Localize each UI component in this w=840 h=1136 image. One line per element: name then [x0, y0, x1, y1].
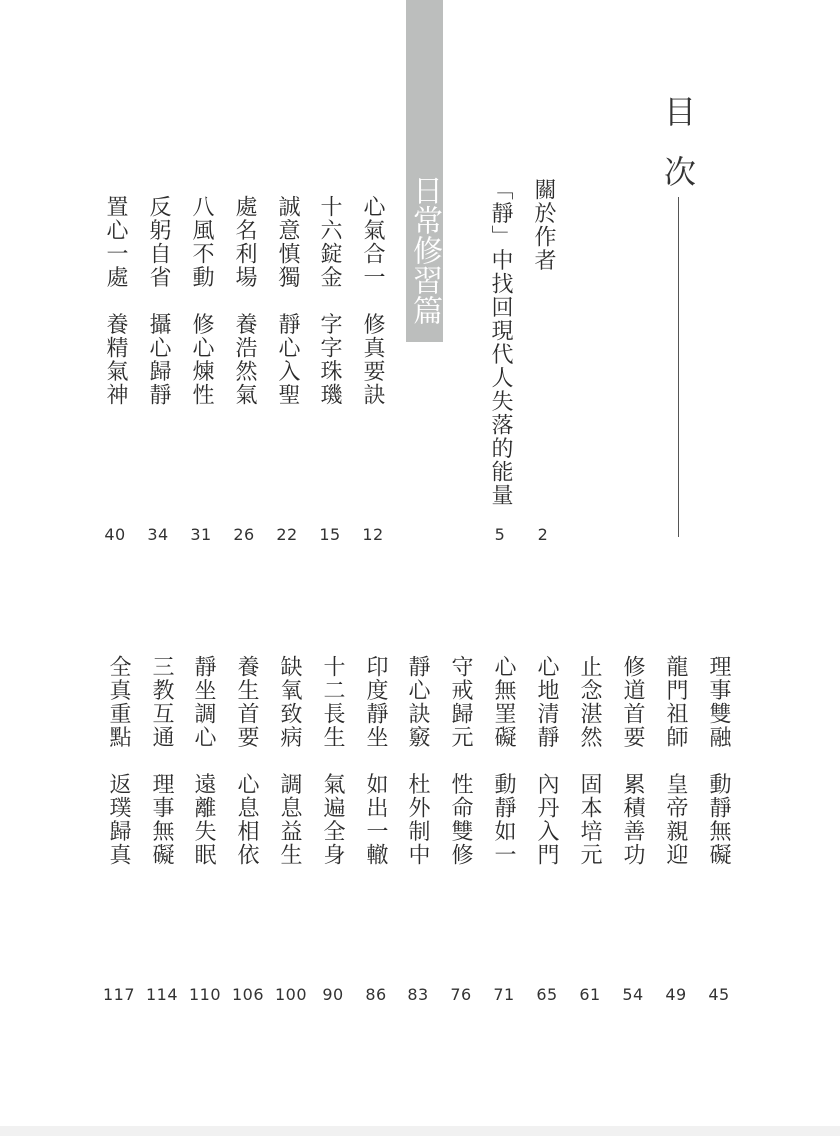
toc-entry-page: 26 — [233, 525, 255, 544]
page-bottom-edge — [0, 1126, 840, 1136]
toc-entry-title[interactable]: 心氣合一 修真要訣 — [360, 195, 385, 407]
heading-rule — [678, 197, 679, 537]
toc-entry-page: 117 — [102, 985, 136, 1004]
toc-entry-page: 22 — [276, 525, 298, 544]
toc-entry-title[interactable]: 置心一處 養精氣神 — [103, 195, 128, 407]
section-title: 日常修習篇 — [407, 175, 442, 325]
front-matter-page: 2 — [537, 525, 549, 544]
toc-entry-title[interactable]: 心無罣礙 動靜如一 — [491, 655, 516, 867]
toc-entry-title[interactable]: 反躬自省 攝心歸靜 — [146, 195, 171, 407]
toc-entry-title[interactable]: 印度靜坐 如出一轍 — [363, 655, 388, 867]
toc-entry-page: 76 — [450, 985, 472, 1004]
toc-entry-title[interactable]: 十六錠金 字字珠璣 — [317, 195, 342, 407]
toc-entry-title[interactable]: 養生首要 心息相依 — [234, 655, 259, 867]
toc-entry-page: 100 — [274, 985, 308, 1004]
toc-entry-page: 34 — [147, 525, 169, 544]
toc-entry-page: 12 — [362, 525, 384, 544]
toc-entry-title[interactable]: 全真重點 返璞歸真 — [106, 655, 131, 867]
toc-entry-title[interactable]: 心地清靜 內丹入門 — [534, 655, 559, 867]
toc-entry-title[interactable]: 處名利場 養浩然氣 — [232, 195, 257, 407]
front-matter-title[interactable]: 關於作者 — [531, 178, 556, 272]
toc-entry-title[interactable]: 十二長生 氣遍全身 — [320, 655, 345, 867]
heading-char-1: 目 — [663, 93, 696, 131]
toc-entry-title[interactable]: 靜心訣竅 杜外制中 — [405, 655, 430, 867]
toc-entry-title[interactable]: 理事雙融 動靜無礙 — [706, 655, 731, 867]
toc-entry-title[interactable]: 守戒歸元 性命雙修 — [448, 655, 473, 867]
toc-entry-page: 31 — [190, 525, 212, 544]
front-matter-page: 5 — [494, 525, 506, 544]
heading-char-2: 次 — [663, 153, 696, 191]
toc-entry-title[interactable]: 修道首要 累積善功 — [620, 655, 645, 867]
toc-entry-title[interactable]: 三教互通 理事無礙 — [149, 655, 174, 867]
toc-entry-page: 86 — [365, 985, 387, 1004]
toc-entry-page: 40 — [104, 525, 126, 544]
toc-entry-title[interactable]: 缺氧致病 調息益生 — [277, 655, 302, 867]
toc-entry-title[interactable]: 止念湛然 固本培元 — [577, 655, 602, 867]
section-banner — [406, 0, 443, 342]
toc-entry-page: 110 — [188, 985, 222, 1004]
toc-entry-title[interactable]: 靜坐調心 遠離失眠 — [191, 655, 216, 867]
toc-entry-page: 65 — [536, 985, 558, 1004]
toc-entry-page: 83 — [407, 985, 429, 1004]
toc-heading — [660, 93, 700, 191]
toc-entry-page: 61 — [579, 985, 601, 1004]
toc-entry-page: 106 — [231, 985, 265, 1004]
toc-entry-page: 45 — [708, 985, 730, 1004]
toc-entry-page: 54 — [622, 985, 644, 1004]
toc-entry-title[interactable]: 八風不動 修心煉性 — [189, 195, 214, 407]
toc-entry-page: 15 — [319, 525, 341, 544]
toc-entry-page: 49 — [665, 985, 687, 1004]
toc-entry-page: 114 — [145, 985, 179, 1004]
toc-entry-page: 71 — [493, 985, 515, 1004]
toc-entry-title[interactable]: 龍門祖師 皇帝親迎 — [663, 655, 688, 867]
front-matter-title[interactable]: 「靜」中找回現代人失落的能量 — [488, 178, 513, 507]
toc-entry-title[interactable]: 誠意慎獨 靜心入聖 — [275, 195, 300, 407]
toc-entry-page: 90 — [322, 985, 344, 1004]
